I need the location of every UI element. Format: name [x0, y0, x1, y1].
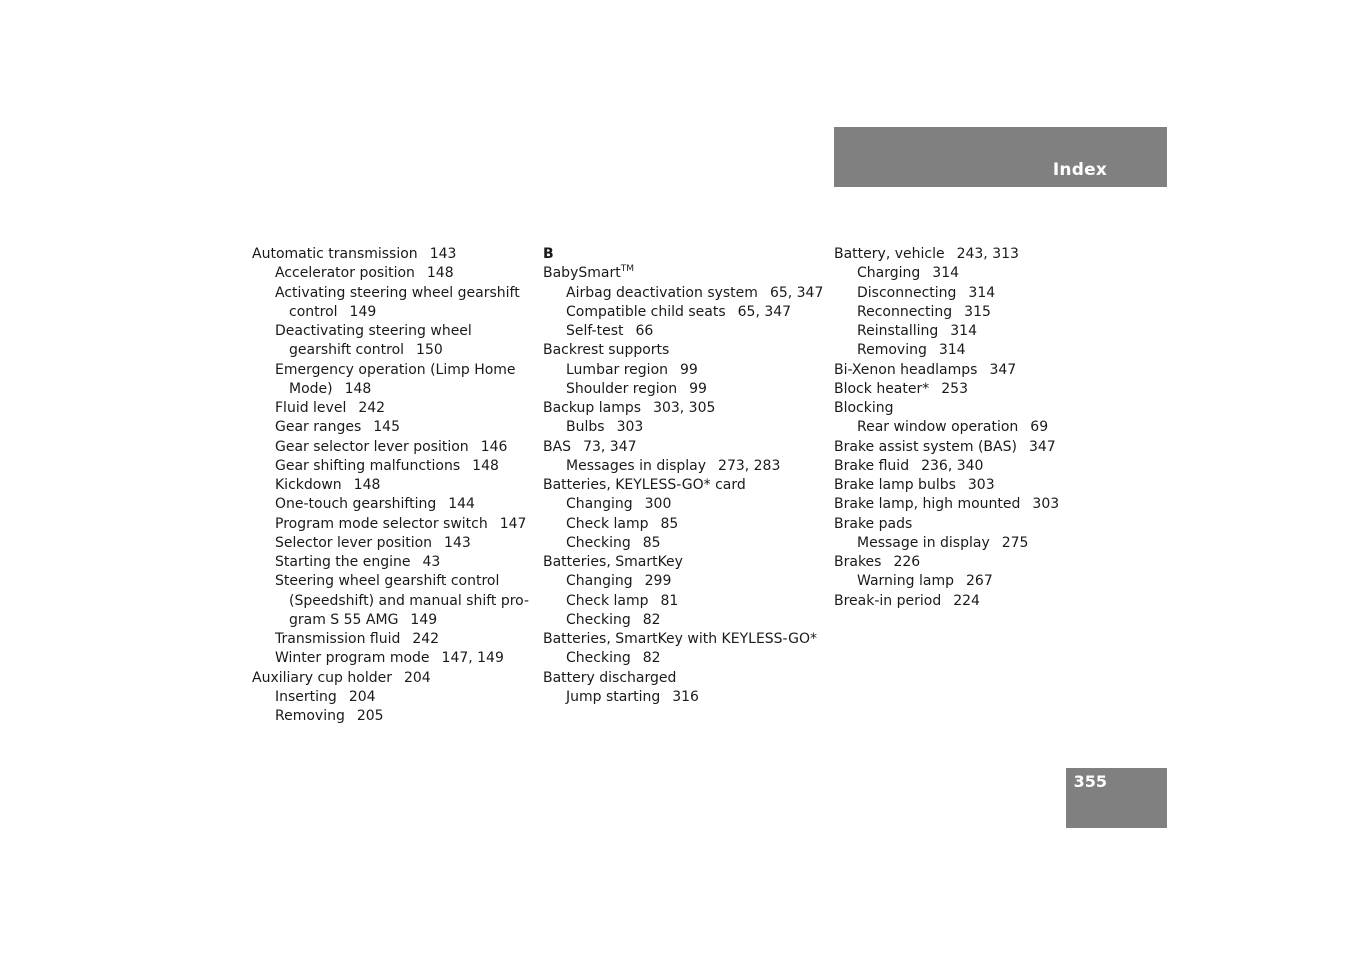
index-subentry: Shoulder region 99	[566, 380, 707, 397]
index-subentry: Checking 82	[566, 650, 661, 667]
index-subentry: Gear shifting malfunctions 148	[275, 457, 499, 474]
index-entry: BabySmart™	[543, 264, 634, 282]
index-subentry: One-touch gearshifting 144	[275, 496, 475, 513]
index-subentry: Bulbs 303	[566, 419, 644, 436]
index-subentry: Removing 314	[857, 342, 966, 359]
index-subentry: Activating steering wheel gearshift	[275, 284, 520, 301]
index-entry: Block heater* 253	[834, 380, 968, 397]
index-entry: Break-in period 224	[834, 592, 980, 609]
index-entry: Batteries, KEYLESS-GO* card	[543, 477, 746, 493]
index-subentry-continued: gram S 55 AMG 149	[289, 611, 438, 628]
trademark-superscript: TM	[620, 264, 634, 275]
page-number: 355	[1073, 772, 1107, 791]
index-subentry: Winter program mode 147, 149	[275, 650, 504, 667]
index-subentry: Rear window operation 69	[857, 419, 1049, 436]
index-column-1	[252, 245, 532, 726]
index-subentry: Emergency operation (Limp Home	[275, 361, 516, 378]
index-entry: Brake fluid 236, 340	[834, 457, 984, 474]
index-subentry: Message in display 275	[857, 534, 1029, 551]
index-entry: Brakes 226	[834, 554, 921, 570]
index-subentry: Accelerator position 148	[275, 265, 454, 282]
index-subentry: Check lamp 81	[566, 592, 679, 609]
section-title: Index	[1052, 160, 1107, 180]
index-subentry: Check lamp 85	[566, 515, 679, 532]
index-subentry: Gear ranges 145	[275, 419, 400, 436]
index-subentry-continued: Mode) 148	[289, 380, 372, 397]
index-subentry: Starting the engine 43	[275, 554, 441, 570]
index-entry: Battery discharged	[543, 669, 677, 686]
header-tab	[834, 127, 1167, 187]
index-subentry: Selector lever position 143	[275, 534, 471, 551]
index-subentry: Removing 205	[275, 708, 384, 724]
index-subentry: Reconnecting 315	[857, 303, 991, 320]
index-entry: Brake pads	[834, 515, 913, 532]
index-entry: Brake lamp bulbs 303	[834, 477, 995, 493]
index-subentry: Steering wheel gearshift control	[275, 573, 500, 590]
index-entry: Brake assist system (BAS) 347	[834, 438, 1056, 455]
index-subentry-continued: control 149	[289, 303, 377, 320]
index-subentry: Jump starting 316	[566, 688, 699, 705]
index-letter-heading: B	[543, 246, 554, 262]
index-subentry: Messages in display 273, 283	[566, 457, 781, 474]
index-entry: Blocking	[834, 400, 894, 416]
index-subentry-continued: gearshift control 150	[289, 342, 443, 359]
index-subentry: Self-test 66	[566, 323, 654, 339]
index-entry: Bi-Xenon headlamps 347	[834, 361, 1017, 378]
index-subentry: Warning lamp 267	[857, 573, 993, 590]
index-entry: Batteries, SmartKey with KEYLESS-GO*	[543, 631, 817, 647]
index-subentry: Inserting 204	[275, 688, 376, 705]
index-subentry: Checking 82	[566, 611, 661, 628]
index-entry: Backup lamps 303, 305	[543, 400, 716, 416]
index-entry: Brake lamp, high mounted 303	[834, 496, 1060, 513]
index-entry: Battery, vehicle 243, 313	[834, 246, 1019, 262]
index-subentry: Program mode selector switch 147	[275, 515, 527, 532]
index-subentry: Deactivating steering wheel	[275, 323, 472, 339]
index-subentry: Changing 299	[566, 573, 672, 590]
index-entry: Batteries, SmartKey	[543, 554, 683, 570]
index-subentry: Reinstalling 314	[857, 323, 977, 339]
index-subentry: Transmission fluid 242	[275, 631, 440, 647]
index-entry: Automatic transmission 143	[252, 246, 457, 262]
index-subentry: Gear selector lever position 146	[275, 438, 508, 455]
index-subentry: Checking 85	[566, 534, 661, 551]
index-subentry: Lumbar region 99	[566, 361, 698, 378]
index-entry: Auxiliary cup holder 204	[252, 669, 431, 686]
page-number-tab	[1066, 768, 1167, 828]
index-subentry: Kickdown 148	[275, 477, 381, 493]
index-entry: Backrest supports	[543, 342, 670, 359]
index-subentry: Changing 300	[566, 496, 672, 513]
index-subentry: Airbag deactivation system 65, 347	[566, 284, 824, 301]
index-subentry: Disconnecting 314	[857, 284, 996, 301]
index-subentry-continued: (Speedshift) and manual shift pro-	[289, 592, 530, 609]
index-column-2	[543, 245, 823, 707]
index-entry: BAS 73, 347	[543, 438, 637, 455]
index-subentry: Fluid level 242	[275, 400, 386, 416]
index-subentry: Compatible child seats 65, 347	[566, 303, 792, 320]
index-column-3	[834, 245, 1114, 611]
index-subentry: Charging 314	[857, 265, 960, 282]
